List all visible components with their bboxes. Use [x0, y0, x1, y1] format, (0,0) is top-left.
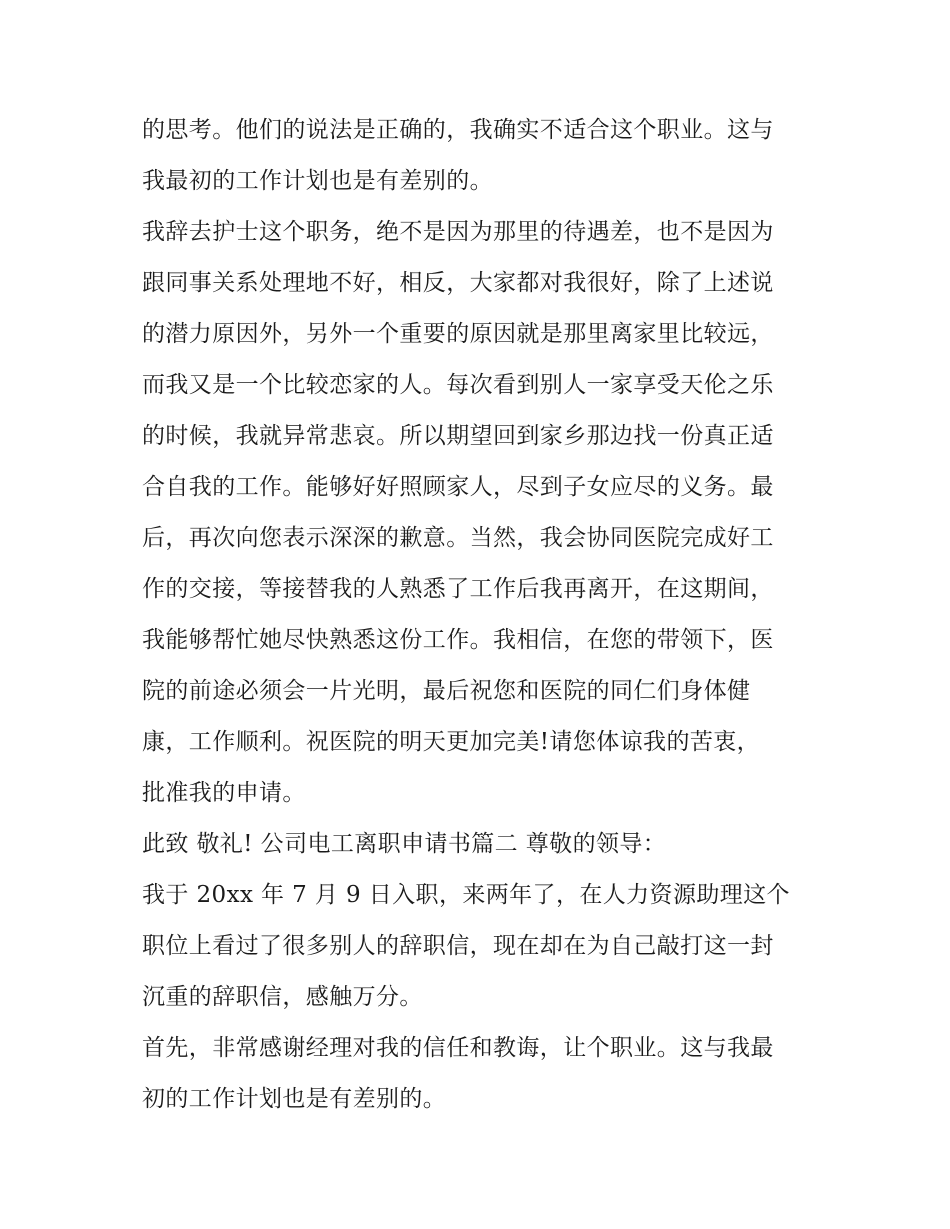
- document-body: [142, 109, 822, 1129]
- text-line: 首先，非常感谢经理对我的信任和教诲，让个职业。这与我最: [142, 1035, 774, 1061]
- text-line: 作的交接，等接替我的人熟悉了工作后我再离开，在这期间，: [142, 576, 774, 602]
- text-line: 我能够帮忙她尽快熟悉这份工作。我相信，在您的带领下，医: [142, 627, 774, 653]
- text-line: 的潜力原因外，另外一个重要的原因就是那里离家里比较远，: [142, 321, 774, 347]
- text-line: 此致 敬礼! 公司电工离职申请书篇二 尊敬的领导：: [142, 831, 667, 857]
- text-line: 而我又是一个比较恋家的人。每次看到别人一家享受天伦之乐: [142, 372, 774, 398]
- text-line: 沉重的辞职信，感触万分。: [142, 984, 423, 1010]
- text-line: 后，再次向您表示深深的歉意。当然，我会协同医院完成好工: [142, 525, 774, 551]
- text-line: 的时候，我就异常悲哀。所以期望回到家乡那边找一份真正适: [142, 423, 774, 449]
- text-line: 初的工作计划也是有差别的。: [142, 1086, 447, 1112]
- text-line: 我最初的工作计划也是有差别的。: [142, 168, 493, 194]
- text-line: 康，工作顺利。祝医院的明天更加完美!请您体谅我的苦衷，: [142, 729, 761, 755]
- text-line: 职位上看过了很多别人的辞职信，现在却在为自己敲打这一封: [142, 933, 774, 959]
- text-line: 跟同事关系处理地不好，相反，大家都对我很好，除了上述说: [142, 270, 774, 296]
- text-line: 院的前途必须会一片光明，最后祝您和医院的同仁们身体健: [142, 678, 751, 704]
- text-line: 的思考。他们的说法是正确的，我确实不适合这个职业。这与: [142, 117, 774, 143]
- text-line: 我辞去护士这个职务，绝不是因为那里的待遇差，也不是因为: [142, 219, 774, 245]
- text-line: 批准我的申请。: [142, 780, 306, 806]
- text-line: 我于 20xx 年 7 月 9 日入职，来两年了，在人力资源助理这个: [142, 882, 790, 908]
- text-line: 合自我的工作。能够好好照顾家人，尽到子女应尽的义务。最: [142, 474, 774, 500]
